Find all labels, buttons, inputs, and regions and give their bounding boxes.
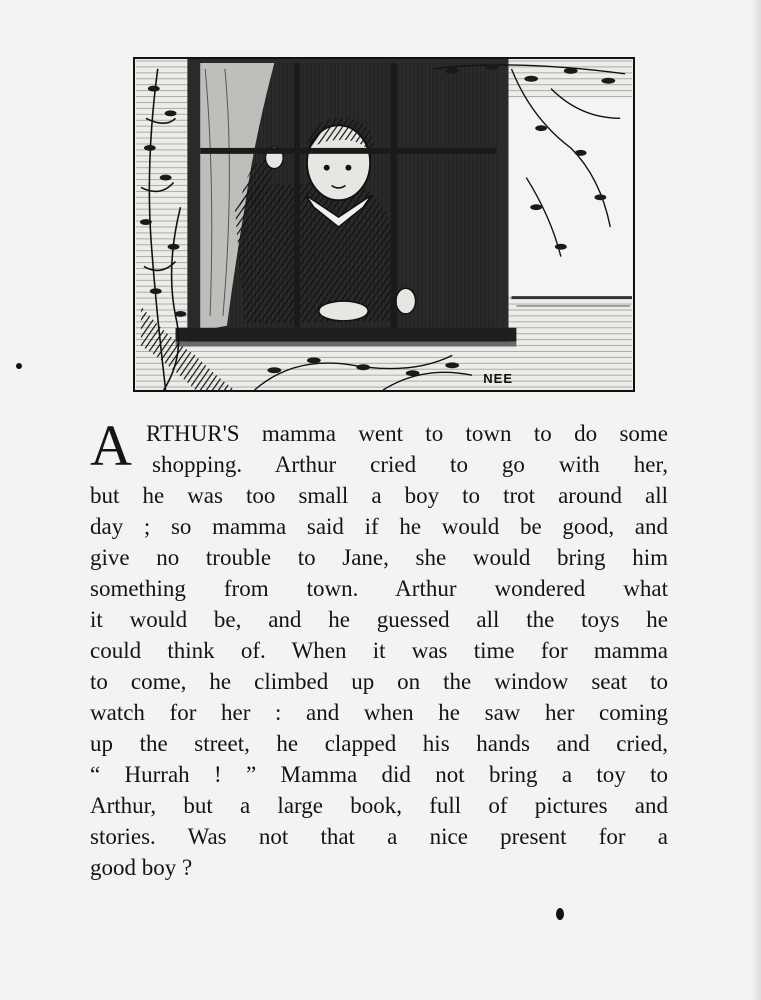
story-line: up the street, he clapped his hands and cried,	[90, 731, 668, 756]
ink-speck	[556, 908, 564, 920]
story-line: something from town. Arthur wondered what	[90, 576, 668, 601]
story-line: but he was too small a boy to trot around all	[90, 483, 668, 508]
story-line: “ Hurrah ! ” Mamma did not bring a toy to	[90, 762, 668, 787]
story-line: it would be, and he guessed all the toys he	[90, 607, 668, 632]
story-line: shopping. Arthur cried to go with her,	[152, 452, 668, 477]
story-line: give no trouble to Jane, she would bring him	[90, 545, 668, 570]
story-line: to come, he climbed up on the window seat to	[90, 669, 668, 694]
engraving-boy-at-window	[133, 57, 635, 392]
story-line: watch for her : and when he saw her coming	[90, 700, 668, 725]
page-edge	[751, 0, 761, 1000]
story-line: stories. Was not that a nice present for a	[90, 824, 668, 849]
story-line: good boy ?	[90, 855, 193, 880]
story-line: Arthur, but a large book, full of pictures and	[90, 793, 668, 818]
story-line: RTHUR'S mamma went to town to do some	[146, 421, 668, 446]
engraving-art	[135, 59, 633, 390]
drop-cap: A	[90, 413, 132, 478]
story-line: day ; so mamma said if he would be good, and	[90, 514, 668, 539]
story-line: could think of. When it was time for mamma	[90, 638, 668, 663]
illustrator-signature: NEE	[483, 371, 513, 386]
ink-speck	[16, 363, 22, 369]
story-text	[90, 413, 668, 883]
